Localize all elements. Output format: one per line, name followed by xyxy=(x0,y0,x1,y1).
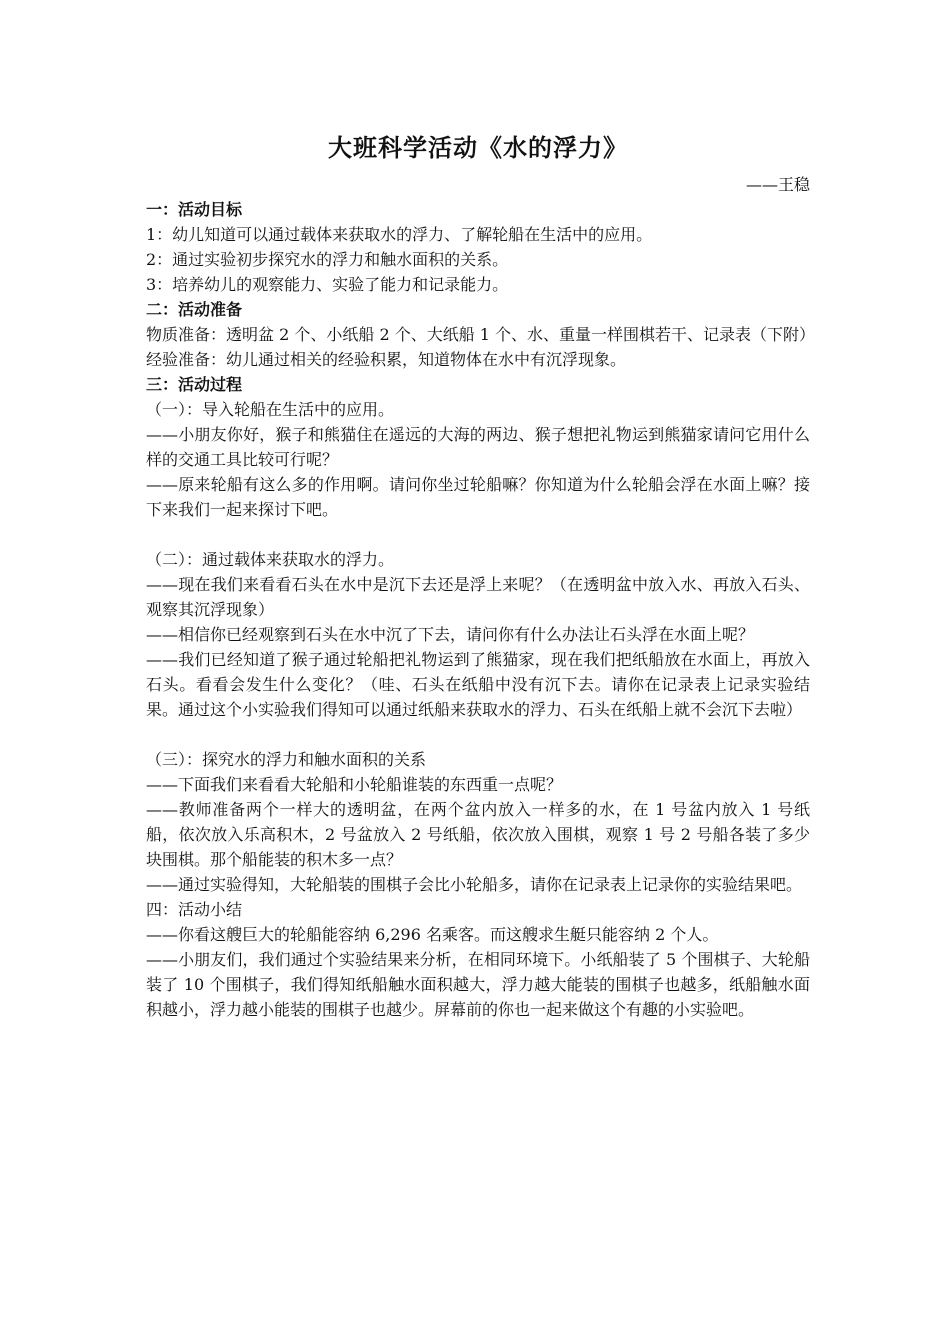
section-3-heading: 三：活动过程 xyxy=(146,375,243,394)
goal-item-3: 3：培养幼儿的观察能力、实验了能力和记录能力。 xyxy=(146,275,509,294)
part-1-line-2: ——原来轮船有这么多的作用啊。请问你坐过轮船嘛？你知道为什么轮船会浮在水面上嘛？接下来我们一起来探讨下吧。 xyxy=(146,475,810,519)
section-1-heading: 一：活动目标 xyxy=(146,200,243,219)
part-3-title: （三）：探究水的浮力和触水面积的关系 xyxy=(146,750,427,769)
part-2-line-1: ——现在我们来看看石头在水中是沉下去还是浮上来呢？（在透明盆中放入水、再放入石头、观察其沉浮现象） xyxy=(146,575,810,619)
summary-line-1: ——你看这艘巨大的轮船能容纳 6,296 名乘客。而这艘求生艇只能容纳 2 个人。 xyxy=(146,925,719,944)
section-4-heading: 四：活动小结 xyxy=(146,900,243,919)
part-3-line-2: ——教师准备两个一样大的透明盆，在两个盆内放入一样多的水，在 1 号盆内放入 1 号纸船，依次放入乐高积木，2 号盆放入 2 号纸船，依次放入围棋，观察 1 号 2 号船各装了多少块围棋。那个船能装的积木多一点？ xyxy=(146,800,810,869)
part-2-line-2: ——相信你已经观察到石头在水中沉了下去，请问你有什么办法让石头浮在水面上呢？ xyxy=(146,625,755,644)
part-2-title: （二）：通过载体来获取水的浮力。 xyxy=(146,550,395,569)
author-line: ——王稳 xyxy=(745,175,810,194)
blank-line xyxy=(146,722,810,747)
section-2-heading: 二：活动准备 xyxy=(146,300,243,319)
summary-line-2: ——小朋友们，我们通过个实验结果来分析，在相同环境下。小纸船装了 5 个围棋子、大轮船装了 10 个围棋子，我们得知纸船触水面积越大，浮力越大能装的围棋子也越多，纸船触水面积越小，浮力越小能装的围棋子也越少。屏幕前的你也一起来做这个有趣的小实验吧。 xyxy=(146,950,810,1019)
part-2-line-3: ——我们已经知道了猴子通过轮船把礼物运到了熊猫家，现在我们把纸船放在水面上，再放入石头。看看会发生什么变化？（哇、石头在纸船中没有沉下去。请你在记录表上记录实验结果。通过这个小实验我们得知可以通过纸船来获取水的浮力、石头在纸船上就不会沉下去啦） xyxy=(146,650,810,719)
experience-preparation: 经验准备：幼儿通过相关的经验积累，知道物体在水中有沉浮现象。 xyxy=(146,350,627,369)
goal-item-2: 2：通过实验初步探究水的浮力和触水面积的关系。 xyxy=(146,250,509,269)
goal-item-1: 1：幼儿知道可以通过载体来获取水的浮力、了解轮船在生活中的应用。 xyxy=(146,225,653,244)
blank-line xyxy=(146,522,810,547)
part-1-line-1: ——小朋友你好，猴子和熊猫住在遥远的大海的两边、猴子想把礼物运到熊猫家请问它用什么样的交通工具比较可行呢？ xyxy=(146,425,810,469)
part-3-line-1: ——下面我们来看看大轮船和小轮船谁装的东西重一点呢？ xyxy=(146,775,563,794)
material-preparation: 物质准备：透明盆 2 个、小纸船 2 个、大纸船 1 个、水、重量一样围棋若干、记录表（下附） xyxy=(146,325,816,344)
document-title: 大班科学活动《水的浮力》 xyxy=(328,134,628,162)
document-page xyxy=(146,128,816,1022)
part-3-line-3: ——通过实验得知，大轮船装的围棋子会比小轮船多，请你在记录表上记录你的实验结果吧。 xyxy=(146,875,803,894)
part-1-title: （一）：导入轮船在生活中的应用。 xyxy=(146,400,395,419)
